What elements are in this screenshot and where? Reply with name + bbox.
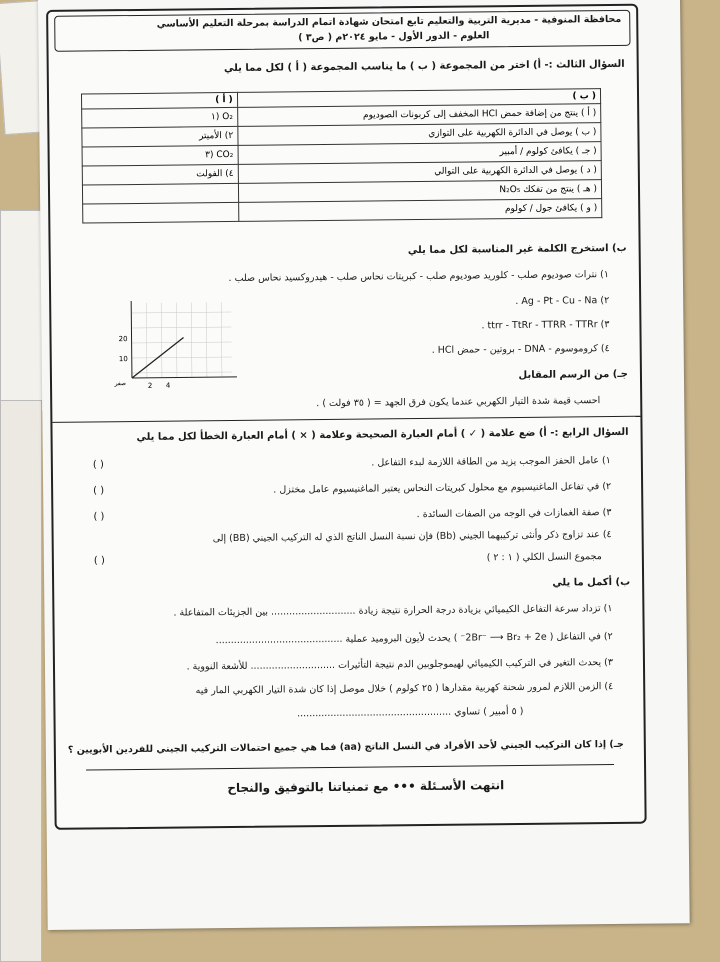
table-row (83, 199, 602, 223)
background-paper-bottom-left (0, 400, 42, 962)
row-b-text: ( هـ ) ينتج من تفكك N₂O₅ (238, 180, 601, 203)
current-voltage-graph (111, 292, 242, 393)
answer-parentheses[interactable]: ( ) (93, 555, 105, 567)
q4a-item2: ٢) في تفاعل الماغنيسيوم مع محلول كبريتات النحاس يعتبر الماغنيسيوم عامل مختزل . (273, 481, 612, 496)
graph-y-axis (131, 301, 132, 378)
q4b-item3: ٣) يحدث التغير في التركيب الكيميائي لهيموجلوبين الدم نتيجة التأثيرات ............................ للأشعة النووية . (186, 657, 614, 673)
exam-page (38, 0, 690, 930)
q3b-item2: ٢) Ag - Pt - Cu - Na . (515, 295, 610, 308)
q3c-text: احسب قيمة شدة التيار الكهربي عندما يكون فرق الجهد = ( ٣٥ فولت ) . (316, 395, 601, 410)
row-a-text: ٤) الفولت (82, 164, 238, 185)
section-divider (52, 416, 640, 423)
row-b-text: ( و ) يكافئ جول / كولوم (238, 199, 601, 222)
q3b-item4: ٤) كروموسوم - DNA - بروتين - حمض HCl . (431, 343, 610, 356)
row-a-text (83, 202, 239, 223)
graph-x-tick: 4 (165, 381, 171, 390)
q3c-title: جـ) من الرسم المقابل (518, 368, 629, 381)
row-b-text: ( جـ ) يكافئ كولوم / أمبير (238, 142, 601, 165)
q4b-item2: ٢) في التفاعل ( 2Br⁻ ⟶ Br₂ + 2e⁻ ) يحدث لأيون البروميد عملية .......................................... (215, 631, 613, 647)
col-a-header: ( أ ) (81, 92, 237, 109)
exam-header (54, 10, 630, 52)
q4a-item4-cont: مجموع النسل الكلي ( ١ : ٢ ) (486, 551, 602, 564)
col-b-header: ( ب ) (237, 89, 600, 108)
row-b-text: ( أ ) ينتج من إضافة حمض HCl المخفف إلى كربونات الصوديوم (237, 104, 600, 127)
q3b-title: ب) استخرج الكلمة غير المناسبة لكل مما يلي (407, 242, 627, 257)
q4b-title: ب) أكمل ما يلي (552, 576, 631, 589)
graph-x-tick: 2 (147, 381, 153, 390)
q4-title: السؤال الرابع :- أ) ضع علامة ( ✓ ) أمام العبارة الصحيحة وعلامة ( × ) أمام العبارة الخطأ لكل مما يلي (136, 426, 629, 443)
row-a-text: ٢) الأميتر (82, 126, 238, 147)
q4b-item4-cont: ( ٥ أمبير ) تساوي ................................................... (297, 705, 524, 720)
row-b-text: ( د ) يوصل في الدائرة الكهربية على التوالي (238, 161, 601, 184)
row-a-text: O₂ (١ (82, 107, 238, 128)
q3-title: السؤال الثالث :- أ) اختر من المجموعة ( ب ) ما يناسب المجموعة ( أ ) لكل مما يلي (223, 58, 625, 75)
graph-y-tick: 10 (118, 355, 128, 364)
exam-frame (46, 4, 647, 830)
q3b-item3: ٣) ttrr - TtRr - TTRR - TTRr . (481, 319, 610, 332)
graph-x-axis (132, 377, 237, 378)
q4a-item3: ٣) صفة الغمازات في الوجه من الصفات السائدة . (416, 507, 612, 521)
row-a-text (82, 183, 238, 204)
q4a-item4: ٤) عند تزاوج ذكر وأنثى تركيبهما الجيني (Bb) فإن نسبة النسل الناتج الذي له التركيب الجيني (BB) إلى (212, 529, 612, 545)
row-b-text: ( ب ) يوصل في الدائرة الكهربية على التوازي (238, 123, 601, 146)
header-line1: محافظة المنوفية - مديرية التربية والتعليم تابع امتحان شهادة اتمام الدراسة بمرحلة التعليم الأساسي (156, 13, 622, 30)
q4b-item1: ١) تزداد سرعة التفاعل الكيميائي بزيادة درجة الحرارة نتيجة زيادة ............................ بين الجزيئات المتفاعلة . (173, 603, 613, 619)
header-line2: العلوم - الدور الأول - مايو ٢٠٢٤م ( ص٣ ) (298, 30, 490, 44)
row-a-text: CO₂ (٣ (82, 145, 238, 166)
graph-y-tick: 20 (118, 335, 128, 344)
matching-table (81, 88, 602, 223)
q4b-item4: ٤) الزمن اللازم لمرور شحنة كهربية مقدارها ( ٢٥ كولوم ) خلال موصل إذا كان شدة التيار الكهربي المار فيه (195, 681, 614, 697)
footer-divider (86, 764, 614, 771)
answer-parentheses[interactable]: ( ) (92, 459, 104, 471)
q3b-item1: ١) نترات صوديوم صلب - كلوريد صوديوم صلب - كبريتات نحاس صلب - هيدروكسيد نحاس صلب . (228, 269, 609, 285)
answer-parentheses[interactable]: ( ) (93, 511, 105, 523)
graph-origin-label: صفر (114, 380, 127, 388)
answer-parentheses[interactable]: ( ) (93, 485, 105, 497)
exam-footer: انتهت الأسـئلة ••• مع تمنياتنا بالتوفيق والنجاح (227, 778, 505, 796)
q4a-item1: ١) عامل الحفز الموجب يزيد من الطاقة اللازمة لبدء التفاعل . (371, 455, 611, 469)
q4c-text: جـ) إذا كان التركيب الجيني لأحد الأفراد في النسل الناتج (aa) فما هي جميع احتمالات التركيب الجيني للفردين الأبويين ؟ (67, 738, 624, 756)
